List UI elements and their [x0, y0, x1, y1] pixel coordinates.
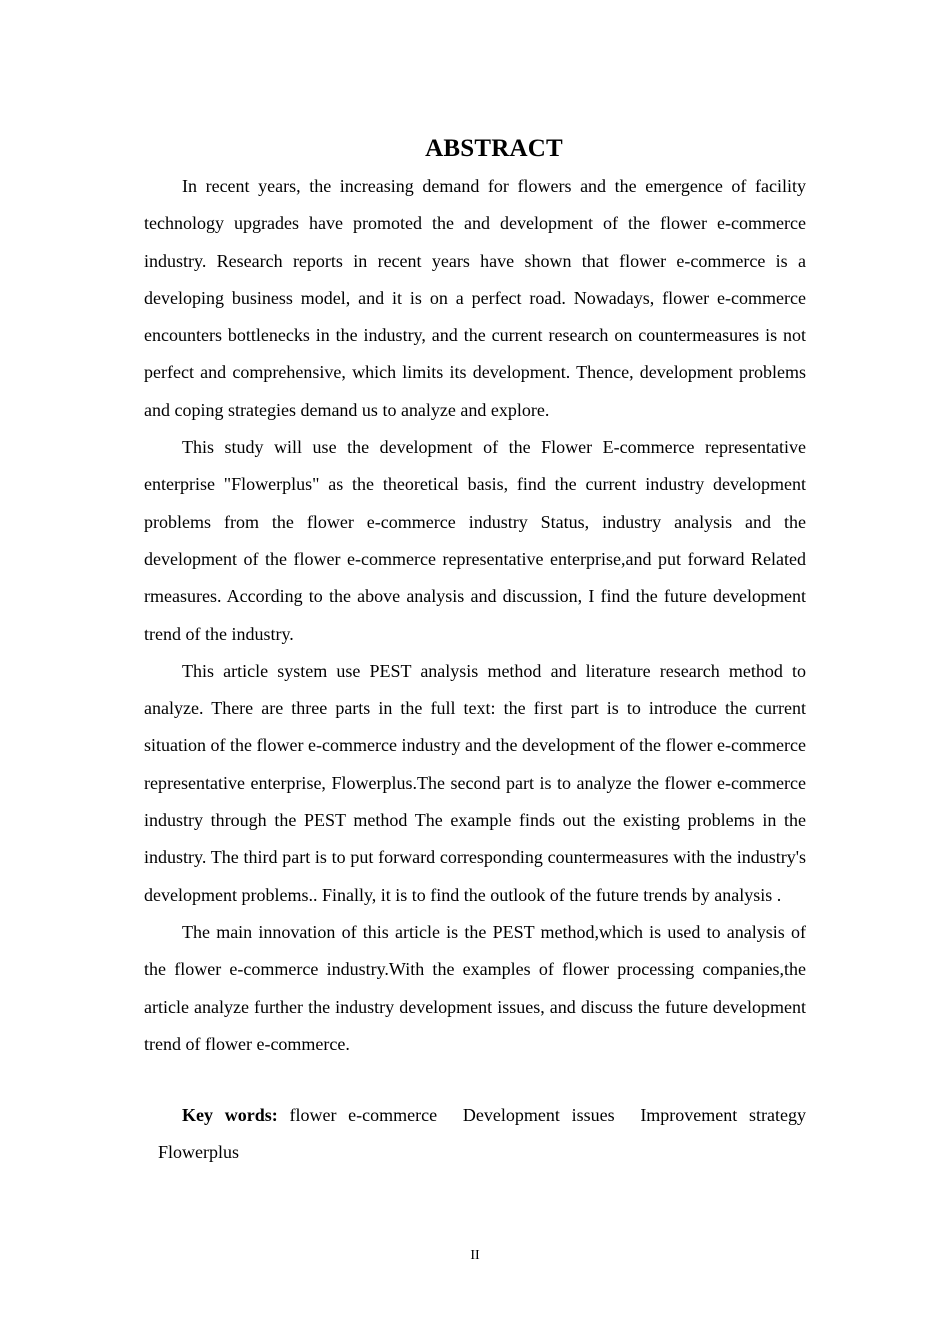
abstract-paragraph-4: The main innovation of this article is the PEST method,which is used to analysis of the flower e-commerce industry.With the examples of flower processing companies,the article analyze further the industry development issues, and discuss the future development trend of flower e-commerce. [144, 921, 806, 1054]
abstract-paragraph-1: In recent years, the increasing demand for flowers and the emergence of facility technology upgrades have promoted the and development of the flower e-commerce industry. Research reports in recent years have shown that flower e-commerce is a developing business model, and it is on a perfect road. Nowadays, flower e-commerce encounters bottlenecks in the industry, and the current research on countermeasures is not perfect and comprehensive, which limits its development. Thence, development problems and coping strategies demand us to analyze and explore. [144, 176, 806, 420]
keyword-item: Improvement strategy [640, 1105, 806, 1126]
keyword-item: flower e-commerce [289, 1105, 438, 1126]
page-number: II [470, 1248, 480, 1263]
abstract-paragraph-3: This article system use PEST analysis method and literature research method to analyze. There are three parts in the full text: the first part is to introduce the current situation of the flower e-commerce industry and the development of the flower e-commerce representative enterprise, Flowerplus.The second part is to analyze the flower e-commerce industry through the PEST method The example finds out the existing problems in the industry. The third part is to put forward corresponding countermeasures with the industry's development problems.. Finally, it is to find the outlook of the future trends by analysis . [144, 660, 806, 905]
keywords-label: Key words: [182, 1105, 278, 1126]
keywords-line [144, 1097, 806, 1172]
keyword-item: Development issues [462, 1105, 615, 1126]
section-spacer [144, 1063, 806, 1097]
keyword-item: Flowerplus [158, 1142, 239, 1163]
abstract-body [144, 168, 806, 1172]
abstract-paragraph-2: This study will use the development of the Flower E-commerce representative enterprise "Flowerplus" as the theoretical basis, find the current industry development problems from the flower e-commerce industry Status, industry analysis and the development of the flower e-commerce representative enterprise,and put forward Related rmeasures. According to the above analysis and discussion, I find the future development trend of the industry. [144, 437, 806, 644]
abstract-title: ABSTRACT [425, 135, 563, 162]
